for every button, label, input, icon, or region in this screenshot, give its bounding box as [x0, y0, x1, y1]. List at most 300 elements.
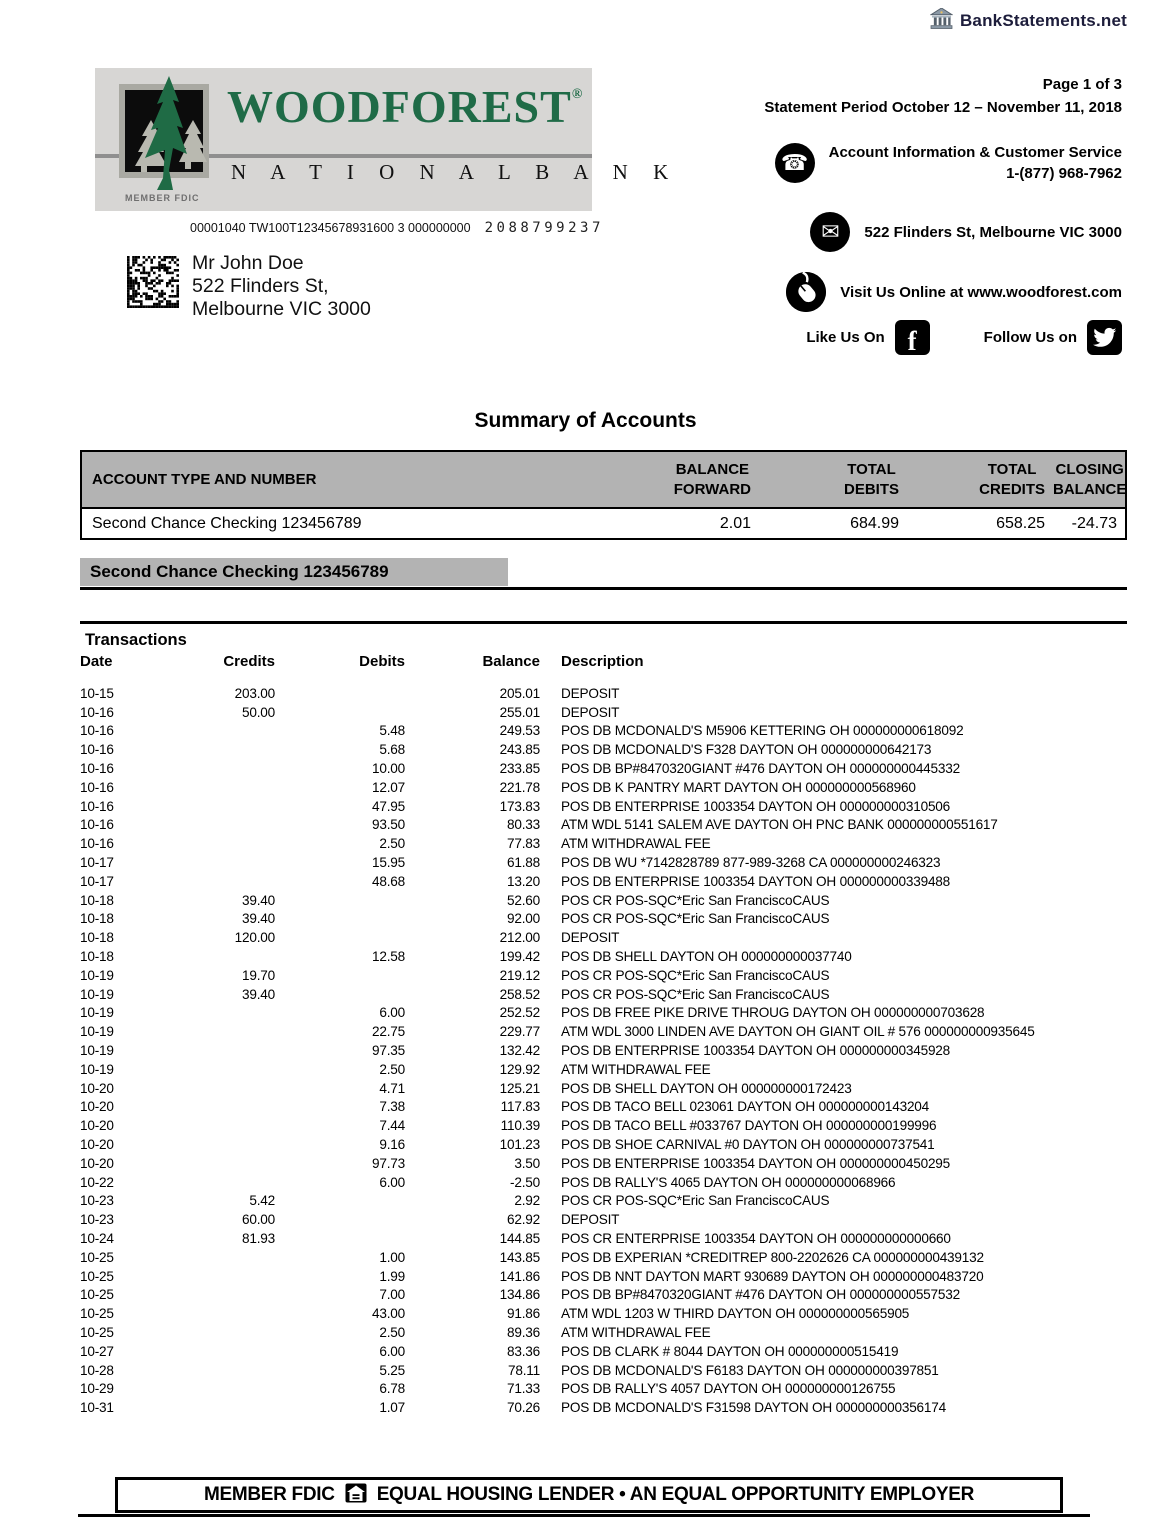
date-cell: 10-19 [80, 1061, 114, 1077]
transaction-row [80, 966, 1127, 985]
balance-cell: 91.86 [506, 1306, 540, 1322]
balance-cell: 143.85 [499, 1249, 540, 1265]
description-cell: ATM WDL 5141 SALEM AVE DAYTON OH PNC BANK 000000000551617 [561, 817, 998, 833]
customer-service-phone: 1-(877) 968-7962 [1006, 165, 1122, 182]
credits-cell [155, 1098, 275, 1117]
mailing-code: 00001040 TW100T12345678931600 3 000000000 [190, 221, 471, 235]
date-cell: 10-27 [80, 1343, 114, 1359]
page-bottom-rule [78, 1514, 1090, 1517]
credits-cell [155, 1022, 275, 1041]
debits-cell [275, 985, 405, 1004]
credits-cell [155, 759, 275, 778]
balance-cell: 141.86 [499, 1268, 540, 1284]
credits-cell [155, 1116, 275, 1135]
credits-cell [155, 1323, 275, 1342]
account-section-header: Second Chance Checking 123456789 [80, 558, 508, 586]
balance-cell: -2.50 [510, 1174, 540, 1190]
transaction-row [80, 759, 1127, 778]
transactions-header-row [80, 653, 1127, 684]
mailing-code-number: 2088799237 [484, 220, 604, 236]
debits-cell: 97.73 [371, 1155, 405, 1171]
recipient-city: Melbourne VIC 3000 [192, 298, 371, 320]
tx-col-debits: Debits [359, 653, 405, 670]
balance-cell: 255.01 [499, 704, 540, 720]
transaction-row [80, 1060, 1127, 1079]
date-cell: 10-20 [80, 1137, 114, 1153]
debits-cell: 1.99 [379, 1268, 405, 1284]
date-cell: 10-19 [80, 1005, 114, 1021]
transaction-row [80, 1004, 1127, 1023]
description-cell: POS DB K PANTRY MART DAYTON OH 000000000568960 [561, 779, 916, 795]
description-cell: POS CR POS-SQC*Eric San FranciscoCAUS [561, 911, 830, 927]
summary-col-total-debits: TOTAL DEBITS [843, 460, 899, 498]
debits-cell: 7.44 [379, 1118, 405, 1134]
description-cell: POS DB FREE PIKE DRIVE THROUG DAYTON OH 000000000703628 [561, 1005, 985, 1021]
date-cell: 10-20 [80, 1080, 114, 1096]
transaction-row [80, 947, 1127, 966]
description-cell: POS DB RALLY'S 4065 DAYTON OH 000000000068966 [561, 1174, 896, 1190]
logo-subtitle: N A T I O N A L B A N K [231, 160, 679, 184]
debits-cell [275, 1192, 405, 1211]
balance-cell: 117.83 [500, 1099, 540, 1115]
credits-cell: 39.40 [241, 911, 275, 927]
credits-cell [155, 1079, 275, 1098]
footer-banner [115, 1477, 1063, 1513]
debits-cell: 6.00 [379, 1174, 405, 1190]
debits-cell: 22.75 [371, 1024, 405, 1040]
date-cell: 10-19 [80, 986, 114, 1002]
date-cell: 10-23 [80, 1212, 114, 1228]
balance-cell: 134.86 [499, 1287, 540, 1303]
credits-cell: 60.00 [241, 1212, 275, 1228]
transaction-row [80, 722, 1127, 741]
closing-balance-cell: -24.73 [1071, 514, 1117, 532]
credits-cell [155, 1361, 275, 1380]
date-cell: 10-18 [80, 930, 114, 946]
date-cell: 10-22 [80, 1174, 114, 1190]
debits-cell: 7.00 [379, 1287, 405, 1303]
description-cell: POS CR POS-SQC*Eric San FranciscoCAUS [561, 892, 830, 908]
description-cell: POS DB MCDONALD'S F6183 DAYTON OH 000000000397851 [561, 1362, 939, 1378]
debits-cell: 6.00 [379, 1005, 405, 1021]
balance-cell: 77.83 [506, 836, 540, 852]
credits-cell [155, 1154, 275, 1173]
member-fdic-label: MEMBER FDIC [125, 193, 200, 203]
credits-cell: 39.40 [241, 986, 275, 1002]
total-credits-cell: 658.25 [996, 514, 1045, 532]
transaction-row [80, 797, 1127, 816]
transaction-row [80, 1135, 1127, 1154]
description-cell: POS DB ENTERPRISE 1003354 DAYTON OH 000000000310506 [561, 798, 951, 814]
transaction-row [80, 1361, 1127, 1380]
balance-cell: 199.42 [499, 949, 540, 965]
transaction-row [80, 816, 1127, 835]
statement-period: Statement Period October 12 – November 11, 2018 [764, 99, 1122, 116]
balance-cell: 89.36 [506, 1324, 540, 1340]
description-cell: POS DB SHOE CARNIVAL #0 DAYTON OH 000000000737541 [561, 1137, 935, 1153]
balance-cell: 132.42 [499, 1043, 540, 1059]
mailing-code-line [190, 220, 604, 236]
transaction-row [80, 740, 1127, 759]
equal-housing-icon [344, 1482, 368, 1509]
credits-cell [155, 872, 275, 891]
debits-cell: 2.50 [379, 1324, 405, 1340]
data-matrix-code [127, 256, 179, 308]
date-cell: 10-24 [80, 1231, 114, 1246]
bank-logo [95, 68, 679, 211]
description-cell: POS DB ENTERPRISE 1003354 DAYTON OH 000000000450295 [561, 1155, 951, 1171]
balance-cell: 70.26 [506, 1400, 540, 1416]
debits-cell: 6.78 [379, 1381, 405, 1397]
credits-cell [155, 1267, 275, 1286]
debits-cell [275, 891, 405, 910]
tx-col-balance: Balance [482, 653, 540, 670]
summary-body [81, 508, 1126, 539]
description-cell: POS DB TACO BELL #033767 DAYTON OH 000000000199996 [561, 1118, 937, 1134]
debits-cell: 48.68 [371, 873, 405, 889]
summary-row [81, 508, 1126, 539]
description-cell: ATM WITHDRAWAL FEE [561, 836, 711, 852]
description-cell: POS DB RALLY'S 4057 DAYTON OH 000000000126755 [561, 1381, 896, 1397]
balance-cell: 13.20 [506, 873, 540, 889]
summary-col-closing-balance: CLOSING BALANCE [1053, 460, 1127, 498]
balance-cell: 62.92 [506, 1212, 540, 1228]
pine-trees-icon [117, 74, 217, 192]
debits-cell [275, 910, 405, 929]
description-cell: ATM WITHDRAWAL FEE [561, 1324, 711, 1340]
transaction-row [80, 1398, 1127, 1417]
credits-cell [155, 722, 275, 741]
credits-cell [155, 1342, 275, 1361]
site-brand-name: BankStatements.net [959, 11, 1127, 30]
balance-cell: 2.92 [514, 1193, 540, 1209]
debits-cell: 5.48 [379, 723, 405, 739]
transaction-row [80, 1267, 1127, 1286]
divider-line [80, 587, 1127, 590]
balance-cell: 125.21 [499, 1080, 540, 1096]
credits-cell [155, 1004, 275, 1023]
debits-cell: 47.95 [371, 798, 405, 814]
transaction-row [80, 684, 1127, 703]
total-debits-cell: 684.99 [850, 514, 899, 532]
date-cell: 10-20 [80, 1155, 114, 1171]
phone-icon: ☎ [775, 143, 815, 183]
debits-cell: 1.00 [379, 1249, 405, 1265]
balance-cell: 229.77 [499, 1024, 540, 1040]
twitter-icon [1087, 320, 1122, 355]
balance-cell: 71.33 [506, 1381, 540, 1397]
balance-cell: 249.53 [499, 723, 540, 739]
transaction-row [80, 1192, 1127, 1211]
transaction-row [80, 1210, 1127, 1229]
transaction-row [80, 1304, 1127, 1323]
credits-cell: 203.00 [234, 685, 275, 701]
balance-cell: 3.50 [514, 1155, 540, 1171]
description-cell: POS DB TACO BELL 023061 DAYTON OH 000000000143204 [561, 1099, 930, 1115]
description-cell: POS DB MCDONALD'S F31598 DAYTON OH 000000000356174 [561, 1400, 946, 1416]
balance-cell: 205.01 [499, 685, 540, 701]
debits-cell: 6.00 [379, 1343, 405, 1359]
credits-cell [155, 778, 275, 797]
date-cell: 10-16 [80, 779, 114, 795]
date-cell: 10-16 [80, 817, 114, 833]
debits-cell: 9.16 [379, 1137, 405, 1153]
balance-cell: 243.85 [499, 742, 540, 758]
date-cell: 10-25 [80, 1306, 114, 1322]
credits-cell [155, 834, 275, 853]
transaction-row [80, 1286, 1127, 1305]
description-cell: DEPOSIT [561, 1212, 620, 1228]
transaction-row [80, 1022, 1127, 1041]
customer-service-label: Account Information & Customer Service [828, 144, 1122, 161]
description-cell: POS DB CLARK # 8044 DAYTON OH 000000000515419 [561, 1343, 899, 1359]
debits-cell: 2.50 [379, 836, 405, 852]
date-cell: 10-18 [80, 892, 114, 908]
page-number: Page 1 of 3 [1042, 76, 1122, 93]
summary-col-balance-forward: BALANCE FORWARD [673, 460, 751, 498]
date-cell: 10-19 [80, 967, 114, 983]
credits-cell [155, 1060, 275, 1079]
date-cell: 10-28 [80, 1362, 114, 1378]
date-cell: 10-16 [80, 723, 114, 739]
footer-member-fdic: MEMBER FDIC [203, 1484, 335, 1505]
envelope-icon: ✉ [810, 212, 850, 252]
summary-col-account: ACCOUNT TYPE AND NUMBER [92, 471, 317, 488]
tx-col-description: Description [561, 653, 644, 670]
date-cell: 10-20 [80, 1099, 114, 1115]
transaction-row [80, 1229, 1127, 1248]
transaction-row [80, 1173, 1127, 1192]
transaction-row [80, 872, 1127, 891]
date-cell: 10-17 [80, 855, 114, 871]
description-cell: ATM WITHDRAWAL FEE [561, 1061, 711, 1077]
credits-cell: 39.40 [241, 892, 275, 908]
credits-cell [155, 816, 275, 835]
transactions-table [80, 653, 1127, 1417]
description-cell: POS DB WU *7142828789 877-989-3268 CA 000000000246323 [561, 855, 941, 871]
debits-cell: 12.58 [371, 949, 405, 965]
transactions-title: Transactions [85, 631, 187, 649]
date-cell: 10-16 [80, 704, 114, 720]
social-row [806, 320, 1122, 355]
date-cell: 10-25 [80, 1268, 114, 1284]
debits-cell: 1.07 [379, 1400, 405, 1416]
transaction-row [80, 1098, 1127, 1117]
follow-us-label: Follow Us on [983, 329, 1077, 346]
transaction-row [80, 778, 1127, 797]
debits-cell: 2.50 [379, 1061, 405, 1077]
description-cell: ATM WDL 1203 W THIRD DAYTON OH 000000000565905 [561, 1306, 910, 1322]
logo-wordmark: WOODFOREST® [227, 81, 584, 132]
transaction-row [80, 834, 1127, 853]
transaction-row [80, 1379, 1127, 1398]
date-cell: 10-29 [80, 1381, 114, 1397]
balance-cell: 233.85 [499, 761, 540, 777]
balance-cell: 78.11 [507, 1362, 540, 1378]
transaction-row [80, 1323, 1127, 1342]
credits-cell: 81.93 [241, 1231, 275, 1246]
balance-forward-cell: 2.01 [719, 514, 751, 532]
description-cell: POS DB SHELL DAYTON OH 000000000037740 [561, 949, 852, 965]
date-cell: 10-18 [80, 949, 114, 965]
date-cell: 10-25 [80, 1324, 114, 1340]
transaction-row [80, 1079, 1127, 1098]
credits-cell [155, 1304, 275, 1323]
credits-cell [155, 1173, 275, 1192]
site-brand [930, 8, 1127, 34]
transaction-row [80, 853, 1127, 872]
description-cell: POS DB EXPERIAN *CREDITREP 800-2202626 CA 000000000439132 [561, 1249, 984, 1265]
date-cell: 10-18 [80, 911, 114, 927]
balance-cell: 83.36 [506, 1343, 540, 1359]
description-cell: POS DB BP#8470320GIANT #476 DAYTON OH 000000000445332 [561, 761, 960, 777]
balance-cell: 52.60 [506, 892, 540, 908]
description-cell: POS CR ENTERPRISE 1003354 DAYTON OH 000000000000660 [561, 1231, 951, 1246]
description-cell: POS DB BP#8470320GIANT #476 DAYTON OH 000000000557532 [561, 1287, 960, 1303]
transaction-row [80, 985, 1127, 1004]
transaction-row [80, 910, 1127, 929]
transaction-row [80, 891, 1127, 910]
online-row [786, 272, 1122, 312]
balance-cell: 173.83 [499, 798, 540, 814]
date-cell: 10-20 [80, 1118, 114, 1134]
description-cell: POS DB MCDONALD'S M5906 KETTERING OH 000000000618092 [561, 723, 964, 739]
account-name-cell: Second Chance Checking 123456789 [92, 514, 362, 532]
transaction-row [80, 928, 1127, 947]
credits-cell [155, 740, 275, 759]
debits-cell [275, 703, 405, 722]
balance-cell: 221.78 [499, 779, 540, 795]
credits-cell: 19.70 [241, 967, 275, 983]
facebook-icon: f [895, 320, 930, 355]
debits-cell [275, 1210, 405, 1229]
recipient-street: 522 Flinders St, [192, 275, 329, 297]
description-cell: POS DB ENTERPRISE 1003354 DAYTON OH 000000000345928 [561, 1043, 951, 1059]
debits-cell: 43.00 [371, 1306, 405, 1322]
debits-cell: 4.71 [379, 1080, 405, 1096]
bank-building-icon [930, 8, 953, 34]
description-cell: POS DB SHELL DAYTON OH 000000000172423 [561, 1080, 852, 1096]
debits-cell: 12.07 [371, 779, 405, 795]
debits-cell: 97.35 [371, 1043, 405, 1059]
description-cell: ATM WDL 3000 LINDEN AVE DAYTON OH GIANT OIL # 576 000000000935645 [561, 1024, 1035, 1040]
date-cell: 10-15 [80, 685, 114, 701]
debits-cell: 7.38 [379, 1099, 405, 1115]
computer-mouse-icon [786, 272, 826, 312]
balance-cell: 61.88 [506, 855, 540, 871]
debits-cell [275, 684, 405, 703]
date-cell: 10-23 [80, 1193, 114, 1209]
credits-cell [155, 947, 275, 966]
date-cell: 10-16 [80, 798, 114, 814]
credits-cell [155, 853, 275, 872]
mail-address-row [810, 212, 1122, 252]
balance-cell: 252.52 [499, 1005, 540, 1021]
date-cell: 10-19 [80, 1024, 114, 1040]
description-cell: POS CR POS-SQC*Eric San FranciscoCAUS [561, 1193, 830, 1209]
balance-cell: 219.12 [499, 967, 540, 983]
recipient-name: Mr John Doe [192, 252, 304, 274]
debits-cell [275, 928, 405, 947]
date-cell: 10-25 [80, 1249, 114, 1265]
transaction-row [80, 1342, 1127, 1361]
registered-mark: ® [571, 87, 584, 102]
transaction-row [80, 1116, 1127, 1135]
recipient-address [192, 252, 371, 321]
description-cell: POS DB ENTERPRISE 1003354 DAYTON OH 000000000339488 [561, 873, 951, 889]
balance-cell: 258.52 [499, 986, 540, 1002]
debits-cell: 15.95 [371, 855, 405, 871]
balance-cell: 80.33 [506, 817, 540, 833]
summary-col-total-credits: TOTAL CREDITS [979, 460, 1045, 498]
credits-cell [155, 1135, 275, 1154]
credits-cell: 50.00 [241, 704, 275, 720]
date-cell: 10-25 [80, 1287, 114, 1303]
divider-line [80, 621, 1127, 624]
date-cell: 10-16 [80, 761, 114, 777]
credits-cell [155, 1286, 275, 1305]
debits-cell: 10.00 [371, 761, 405, 777]
online-url-label: Visit Us Online at www.woodforest.com [840, 283, 1122, 301]
balance-cell: 92.00 [506, 911, 540, 927]
like-us-label: Like Us On [806, 329, 885, 346]
summary-title: Summary of Accounts [474, 409, 697, 432]
customer-service-row [775, 142, 1122, 184]
date-cell: 10-19 [80, 1043, 114, 1059]
debits-cell: 5.25 [379, 1362, 405, 1378]
debits-cell [275, 1229, 405, 1248]
tx-col-date: Date [80, 653, 113, 670]
description-cell: DEPOSIT [561, 704, 620, 720]
description-cell: POS DB NNT DAYTON MART 930689 DAYTON OH 000000000483720 [561, 1268, 984, 1284]
bank-mail-address: 522 Flinders St, Melbourne VIC 3000 [864, 223, 1122, 241]
credits-cell [155, 797, 275, 816]
footer-equal-housing: EQUAL HOUSING LENDER • AN EQUAL OPPORTUNITY EMPLOYER [376, 1484, 975, 1505]
summary-table [80, 450, 1127, 540]
tx-col-credits: Credits [223, 653, 275, 670]
debits-cell [275, 966, 405, 985]
date-cell: 10-16 [80, 742, 114, 758]
balance-cell: 144.85 [499, 1231, 540, 1246]
credits-cell: 5.42 [249, 1193, 275, 1209]
balance-cell: 101.23 [499, 1137, 540, 1153]
date-cell: 10-16 [80, 836, 114, 852]
transaction-row [80, 1041, 1127, 1060]
date-cell: 10-31 [80, 1400, 114, 1416]
summary-header-row [81, 451, 1126, 508]
description-cell: POS DB MCDONALD'S F328 DAYTON OH 000000000642173 [561, 742, 932, 758]
balance-cell: 129.92 [499, 1061, 540, 1077]
credits-cell: 120.00 [234, 930, 275, 946]
debits-cell: 93.50 [371, 817, 405, 833]
transaction-row [80, 703, 1127, 722]
balance-cell: 110.39 [500, 1118, 540, 1134]
transactions-body [80, 684, 1127, 1417]
debits-cell: 5.68 [379, 742, 405, 758]
date-cell: 10-17 [80, 873, 114, 889]
credits-cell [155, 1398, 275, 1417]
transaction-row [80, 1154, 1127, 1173]
description-cell: DEPOSIT [561, 685, 620, 701]
description-cell: POS CR POS-SQC*Eric San FranciscoCAUS [561, 967, 830, 983]
balance-cell: 212.00 [499, 930, 540, 946]
description-cell: POS CR POS-SQC*Eric San FranciscoCAUS [561, 986, 830, 1002]
credits-cell [155, 1041, 275, 1060]
credits-cell [155, 1248, 275, 1267]
credits-cell [155, 1379, 275, 1398]
transaction-row [80, 1248, 1127, 1267]
description-cell: DEPOSIT [561, 930, 620, 946]
